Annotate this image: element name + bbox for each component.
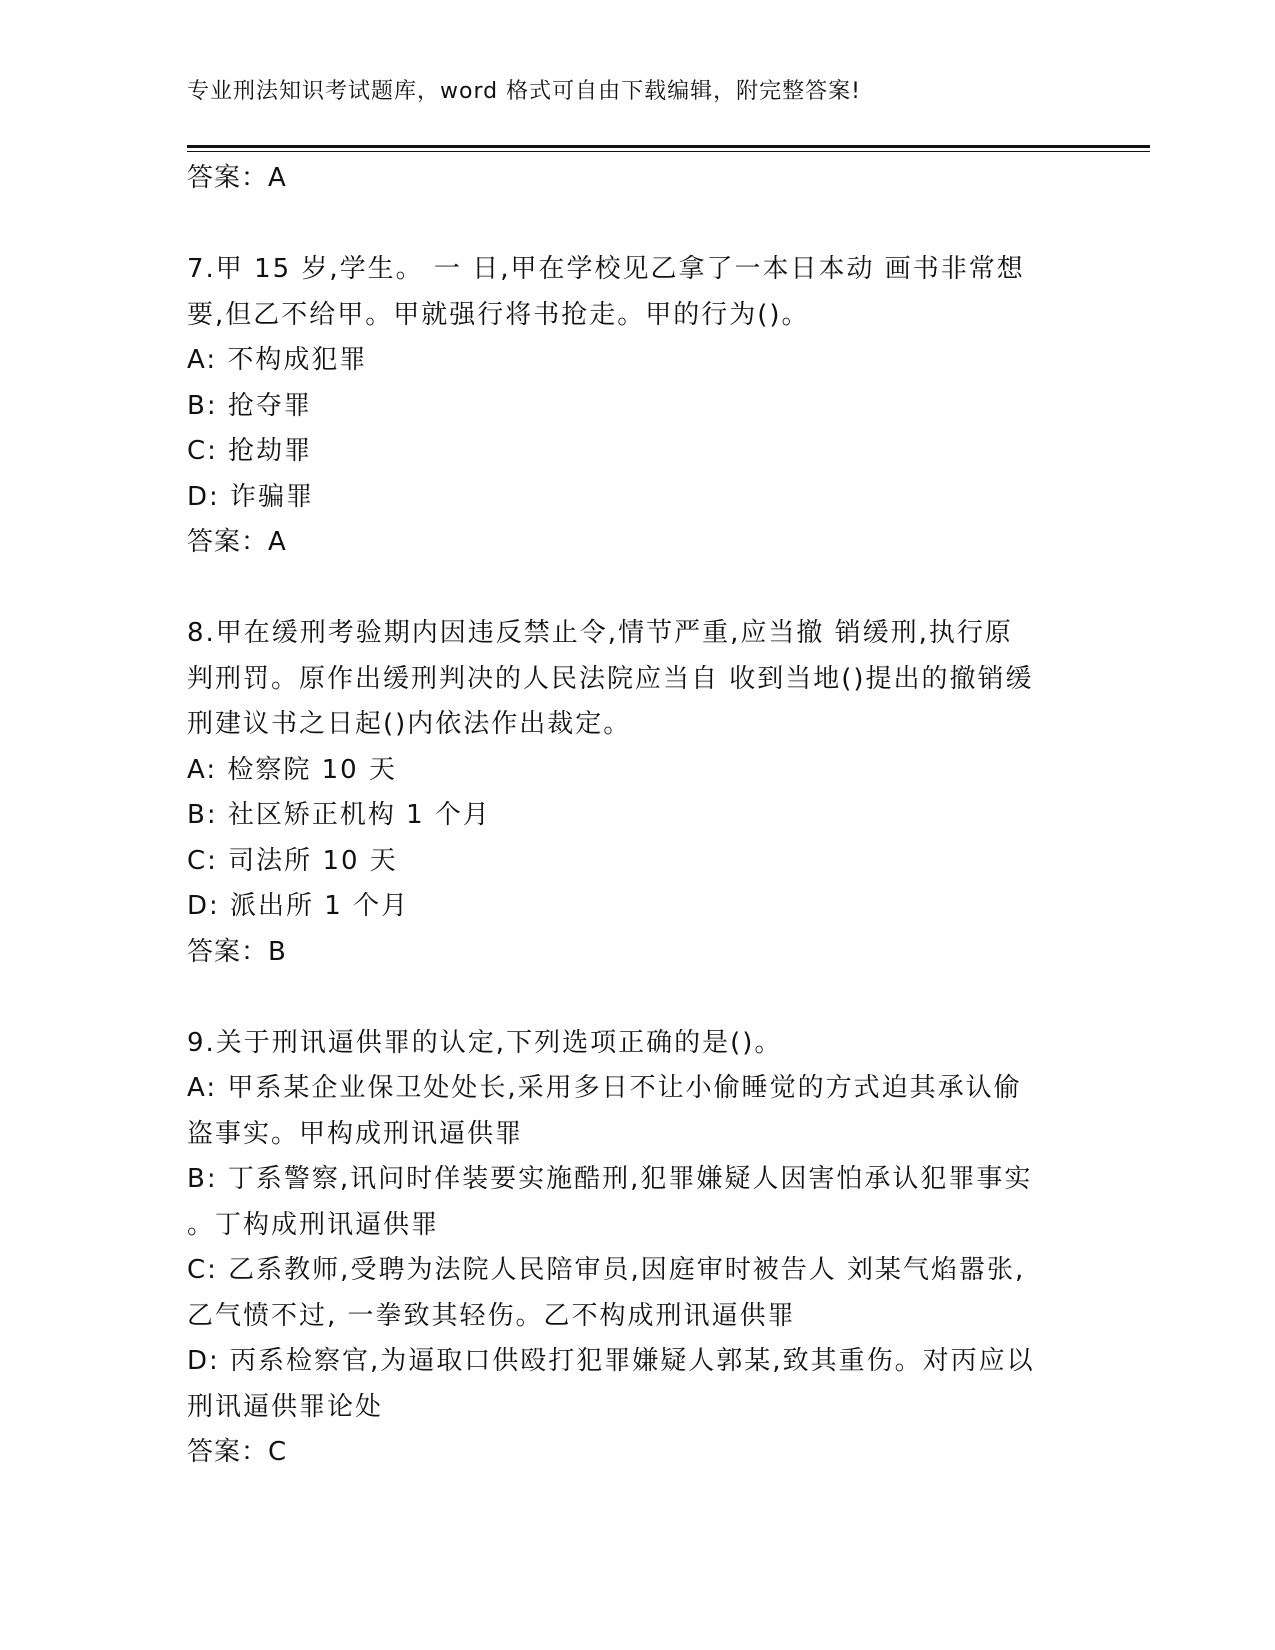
question-text-line: 刑建议书之日起()内依法作出裁定。	[187, 709, 632, 739]
header-rule-thick	[187, 145, 1150, 148]
option-c-continued: 乙气愤不过, 一拳致其轻伤。乙不构成刑讯逼供罪	[187, 1300, 796, 1331]
option-a: A: 不构成犯罪	[187, 345, 368, 375]
option-b: B: 丁系警察,讯问时佯装要实施酷刑,犯罪嫌疑人因害怕承认犯罪事实	[187, 1164, 1033, 1194]
option-c: C: 司法所 10 天	[187, 845, 398, 876]
page-header: 专业刑法知识考试题库，word 格式可自由下载编辑，附完整答案!	[187, 79, 861, 104]
option-a-continued: 盗事实。甲构成刑讯逼供罪	[187, 1118, 524, 1149]
answer-line: 答案：A	[187, 527, 287, 557]
option-a: A: 甲系某企业保卫处处长,采用多日不让小偷睡觉的方式迫其承认偷	[187, 1073, 1022, 1103]
option-d-continued: 刑讯逼供罪论处	[187, 1391, 384, 1422]
option-b: B: 社区矫正机构 1 个月	[187, 800, 491, 830]
option-d: D: 丙系检察官,为逼取口供殴打犯罪嫌疑人郭某,致其重伤。对丙应以	[187, 1346, 1035, 1376]
question-9	[187, 1021, 1087, 1476]
option-b: B: 抢夺罪	[187, 390, 312, 421]
answer-line: 答案：C	[187, 1437, 288, 1467]
question-8	[187, 611, 1087, 975]
option-c: C: 抢劫罪	[187, 436, 313, 466]
header-rule-thin	[187, 151, 1150, 152]
answer-line: 答案：A	[187, 163, 287, 193]
question-text-line: 8.甲在缓刑考验期内因违反禁止令,情节严重,应当撤 销缓刑,执行原	[187, 618, 1013, 648]
question-7	[187, 247, 1087, 566]
option-d: D: 诈骗罪	[187, 481, 315, 512]
document-body	[187, 156, 1087, 1476]
spacer	[187, 566, 1087, 612]
spacer	[187, 975, 1087, 1021]
option-a: A: 检察院 10 天	[187, 754, 397, 785]
option-b-continued: 。丁构成刑讯逼供罪	[187, 1209, 440, 1240]
spacer	[187, 202, 1087, 248]
answer-line: 答案：B	[187, 936, 287, 967]
question-text-line: 9.关于刑讯逼供罪的认定,下列选项正确的是()。	[187, 1027, 783, 1058]
option-c: C: 乙系教师,受聘为法院人民陪审员,因庭审时被告人 刘某气焰嚣张,	[187, 1255, 1026, 1285]
question-text-line: 7.甲 15 岁,学生。 一 日,甲在学校见乙拿了一本日本动 画书非常想	[187, 254, 1025, 284]
option-d: D: 派出所 1 个月	[187, 891, 410, 921]
question-text-line: 判刑罚。原作出缓刑判决的人民法院应当自 收到当地()提出的撤销缓	[187, 663, 1034, 694]
question-text-line: 要,但乙不给甲。甲就强行将书抢走。甲的行为()。	[187, 299, 810, 330]
